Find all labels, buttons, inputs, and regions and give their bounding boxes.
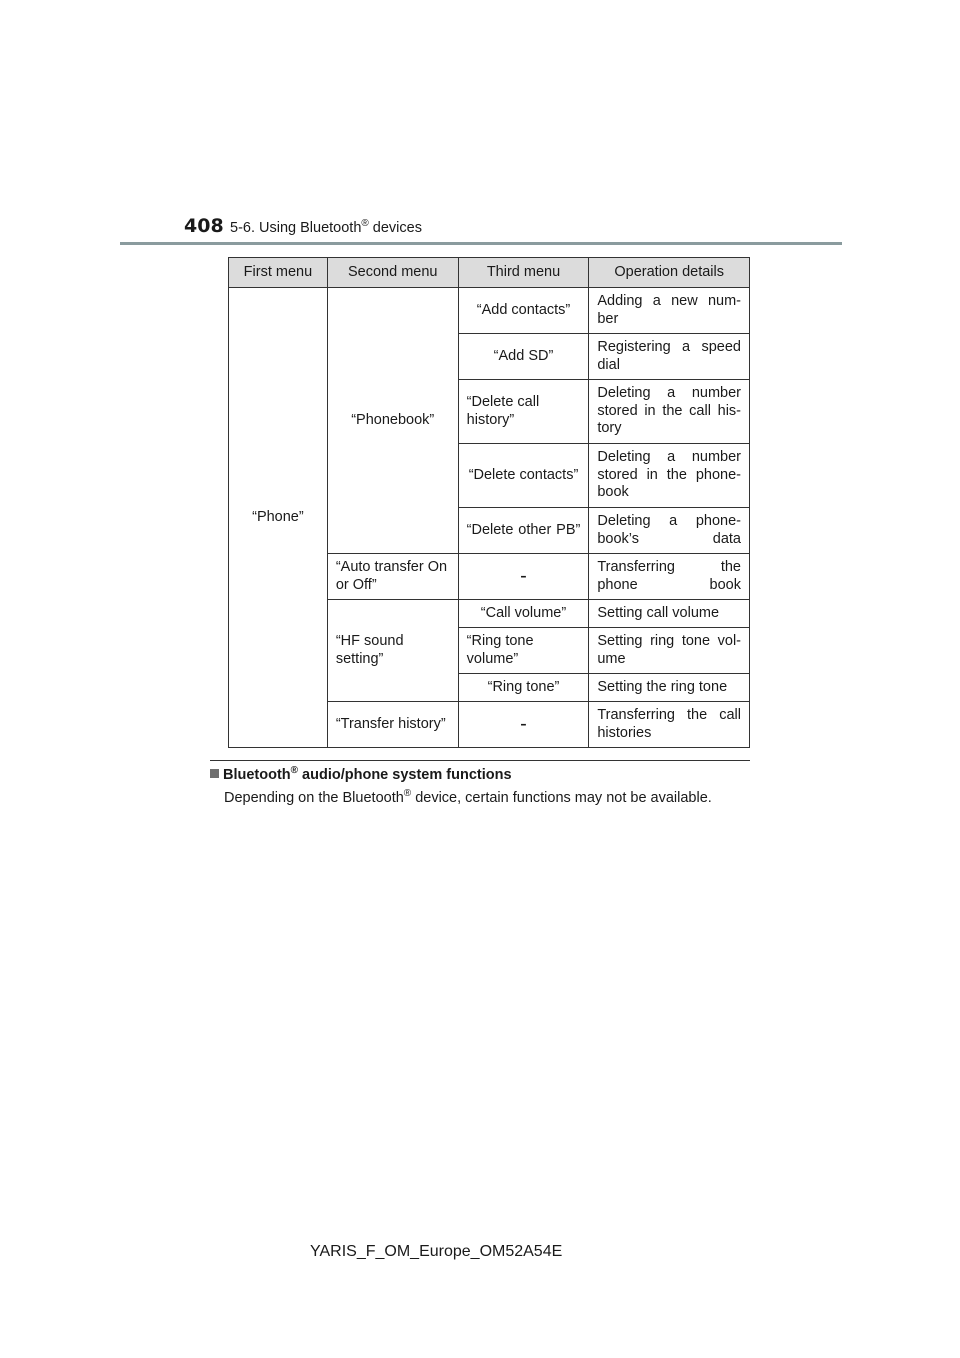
details-cell: Adding a new num-ber xyxy=(589,288,750,334)
third-menu-cell: “Add SD” xyxy=(458,334,589,380)
square-bullet-icon xyxy=(210,769,219,778)
table-header-row xyxy=(229,258,750,288)
third-menu-cell: - xyxy=(458,702,589,748)
section-title-prefix: 5-6. Using Bluetooth xyxy=(230,220,362,236)
details-cell: Setting call volume xyxy=(589,600,750,628)
details-cell: Transferring the call histories xyxy=(589,702,750,748)
details-cell: Deleting a number stored in the phone-book xyxy=(589,444,750,508)
table-row xyxy=(229,288,750,334)
column-header: Second menu xyxy=(327,258,458,288)
details-cell: Deleting a phone-book’s data xyxy=(589,508,750,554)
note-body-prefix: Depending on the Bluetooth xyxy=(224,790,404,806)
note-title xyxy=(210,767,512,783)
note-body xyxy=(224,790,712,806)
note-body-suffix: device, certain functions may not be available. xyxy=(411,790,712,806)
column-header: Third menu xyxy=(458,258,589,288)
third-menu-cell: “Add contacts” xyxy=(458,288,589,334)
column-header: First menu xyxy=(229,258,328,288)
third-menu-cell: “Call volume” xyxy=(458,600,589,628)
note-title-prefix: Bluetooth xyxy=(223,767,291,783)
second-menu-cell: “Transfer history” xyxy=(327,702,458,748)
details-cell: Setting ring tone vol-ume xyxy=(589,628,750,674)
column-header: Operation details xyxy=(589,258,750,288)
details-cell: Setting the ring tone xyxy=(589,674,750,702)
first-menu-cell: “Phone” xyxy=(229,288,328,748)
details-cell: Deleting a number stored in the call his-tory xyxy=(589,380,750,444)
registered-mark: ® xyxy=(290,765,299,776)
second-menu-cell: “HF sound setting” xyxy=(327,600,458,702)
registered-mark: ® xyxy=(403,788,412,799)
third-menu-cell: “Delete contacts” xyxy=(458,444,589,508)
details-cell: Transferring the phone book xyxy=(589,554,750,600)
document-code: YARIS_F_OM_Europe_OM52A54E xyxy=(310,1243,563,1260)
section-title xyxy=(230,220,422,236)
third-menu-cell: - xyxy=(458,554,589,600)
details-cell: Registering a speed dial xyxy=(589,334,750,380)
second-menu-cell: “Phonebook” xyxy=(327,288,458,554)
menu-table xyxy=(228,257,750,748)
third-menu-cell: “Delete call history” xyxy=(458,380,589,444)
page-number: 408 xyxy=(184,215,224,237)
section-title-suffix: devices xyxy=(368,220,422,236)
third-menu-cell: “Ring tone” xyxy=(458,674,589,702)
note-rule xyxy=(210,760,750,761)
registered-mark: ® xyxy=(361,218,369,229)
second-menu-cell: “Auto transfer On or Off” xyxy=(327,554,458,600)
third-menu-cell: “Delete other PB” xyxy=(458,508,589,554)
third-menu-cell: “Ring tone volume” xyxy=(458,628,589,674)
header-rule xyxy=(120,242,842,245)
note-title-suffix: audio/phone system functions xyxy=(298,767,512,783)
